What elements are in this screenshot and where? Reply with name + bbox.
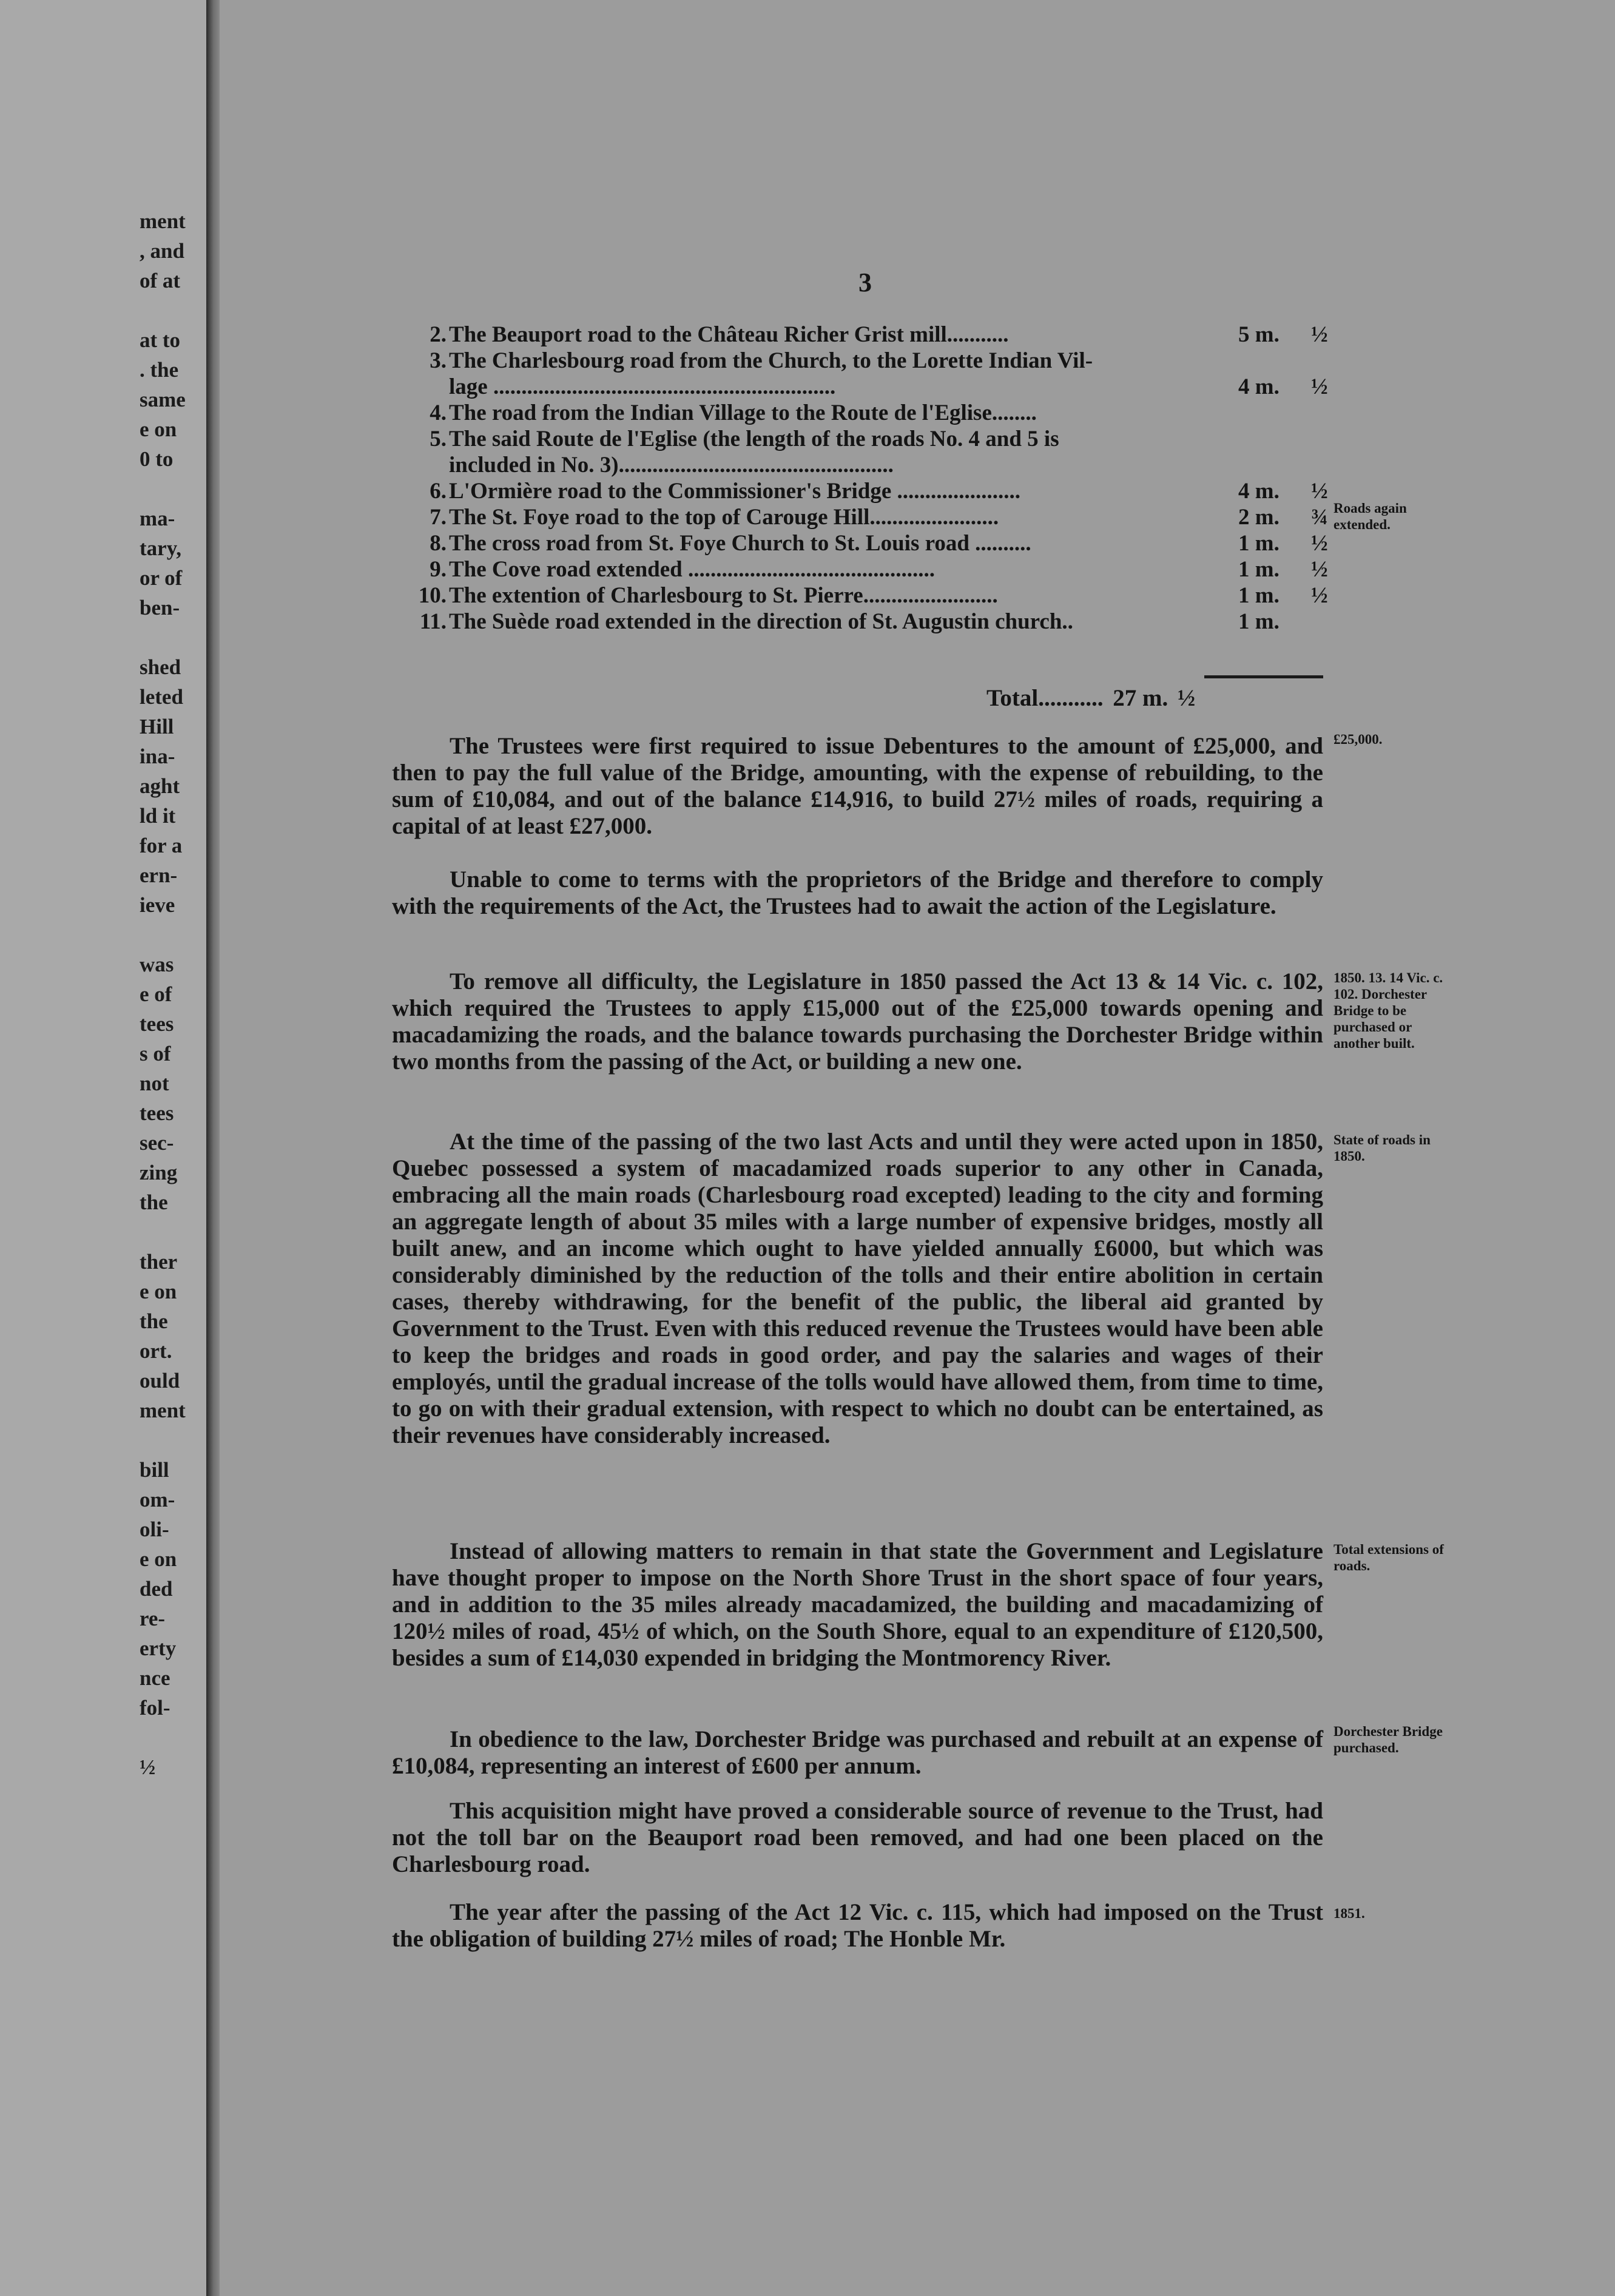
facing-page-line: aght [140, 774, 180, 798]
road-dist: 4 m. [1238, 479, 1280, 504]
road-desc: The said Route de l'Eglise (the length of the roads No. 4 and 5 is [449, 427, 1059, 451]
facing-page-line: e of [140, 982, 172, 1006]
road-desc: The cross road from St. Foye Church to St. Louis road .......... [449, 531, 1031, 556]
road-frac: ½ [1311, 374, 1328, 399]
facing-page-line: sec- [140, 1131, 174, 1155]
road-dist: 1 m. [1238, 531, 1280, 556]
road-desc: L'Ormière road to the Commissioner's Bridge ...................... [449, 479, 1021, 504]
paragraph-legislature-1850: To remove all difficulty, the Legislature in 1850 passed the Act 13 & 14 Vic. c. 102, which required the Trustees to apply £15,000 out of the £25,000 towards opening and macadamizing the roads, and the balance towards purchasing the Dorchester Bridge within two months from the passing of the Act, or building a new one. [392, 968, 1323, 1075]
margin-note-dorchester: Dorchester Bridge purchased. [1333, 1724, 1443, 1755]
total-label: Total........... [986, 685, 1104, 711]
facing-page-line [140, 1217, 206, 1247]
road-desc: lage ............................................................. [449, 374, 836, 399]
facing-page-line: same [140, 388, 186, 411]
road-dist: 1 m. [1238, 557, 1280, 582]
page-number: 3 [858, 268, 872, 297]
facing-page-line [140, 474, 206, 504]
facing-page-line: not [140, 1072, 169, 1095]
road-row [410, 348, 1320, 374]
road-frac: ½ [1311, 322, 1328, 347]
facing-page-text [140, 206, 206, 1782]
paragraph-1851: The year after the passing of the Act 12 Vic. c. 115, which had imposed on the Trust the obligation of building 27½ miles of road; The Honble Mr. [392, 1899, 1323, 1952]
road-row [410, 400, 1320, 426]
road-row [410, 478, 1328, 504]
road-list [410, 322, 1328, 635]
road-desc: The Charlesbourg road from the Church, to the Lorette Indian Vil- [449, 348, 1093, 373]
facing-page-line: e on [140, 1280, 177, 1303]
road-num: 11. [419, 609, 447, 634]
road-dist: 5 m. [1238, 322, 1280, 347]
facing-page-line: ld it [140, 804, 176, 828]
paragraph-total-extensions: Instead of allowing matters to remain in that state the Government and Legislature have thought proper to impose on the North Shore Trust in the short space of four years, and in addition to the 35 miles already macadamized, the building and macadamizing of 120½ miles of road, 45½ of which, on the South Shore, equal to an expenditure of £120,500, besides a sum of £14,030 expended in bridging the Montmorency River. [392, 1538, 1323, 1671]
facing-page-line: fol- [140, 1696, 170, 1720]
facing-page-line: re- [140, 1607, 166, 1630]
facing-page-line: ina- [140, 745, 175, 768]
road-num: 8. [430, 531, 447, 556]
facing-page-line: e on [140, 417, 177, 441]
road-num: 10. [418, 583, 447, 608]
total-rule [1204, 675, 1323, 678]
road-row [410, 609, 1320, 635]
total-line [983, 684, 1195, 712]
facing-page-line: 0 to [140, 447, 174, 471]
facing-page-line: ment [140, 209, 186, 233]
facing-page-line: at to [140, 328, 181, 352]
facing-page-line: leted [140, 685, 183, 709]
facing-page-line [140, 1425, 206, 1455]
margin-note-roads-again: Roads again extended. [1333, 501, 1407, 532]
paragraph-dorchester: In obedience to the law, Dorchester Bridge was purchased and rebuilt at an expense of £10,084, representing an interest of £600 per annum. [392, 1726, 1323, 1779]
facing-page-line: the [140, 1190, 168, 1214]
facing-page-line: ma- [140, 507, 175, 530]
facing-page-line: erty [140, 1636, 177, 1660]
road-desc: The Suède road extended in the direction of St. Augustin church.. [449, 609, 1073, 634]
facing-page-line: ment [140, 1399, 186, 1422]
facing-page-line: om- [140, 1488, 175, 1511]
road-dist: 2 m. [1238, 505, 1280, 530]
facing-page-line: Hill [140, 715, 174, 738]
paragraph-acquisition: This acquisition might have proved a considerable source of revenue to the Trust, had not the toll bar on the Beauport road been removed, and had one been placed on the Charlesbourg road. [392, 1798, 1323, 1877]
facing-page-line: . the [140, 358, 179, 382]
facing-page-line: , and [140, 239, 184, 263]
road-row [410, 530, 1328, 556]
road-num: 3. [430, 348, 447, 373]
road-desc: The St. Foye road to the top of Carouge Hill....................... [449, 505, 999, 530]
total-fraction: ½ [1178, 685, 1196, 711]
facing-page-line [140, 623, 206, 652]
road-frac: ½ [1311, 479, 1328, 504]
road-row [410, 556, 1328, 582]
facing-page-line: ther [140, 1250, 178, 1274]
road-num: 2. [430, 322, 447, 347]
facing-page-line: of at [140, 269, 181, 292]
facing-page-line: for a [140, 834, 183, 857]
road-row [410, 426, 1320, 452]
margin-note-1851: 1851. [1333, 1906, 1365, 1921]
road-dist: 4 m. [1238, 374, 1280, 399]
road-num: 4. [430, 400, 447, 425]
facing-page-line [140, 920, 206, 950]
road-row [410, 582, 1328, 609]
facing-page-line: tary, [140, 536, 182, 560]
facing-page-line: tees [140, 1012, 174, 1036]
facing-page-line: ½ [140, 1755, 156, 1779]
facing-page-line: ern- [140, 863, 178, 887]
road-frac: ½ [1311, 531, 1328, 556]
road-frac: ½ [1311, 557, 1328, 582]
book-gutter [206, 0, 221, 2296]
road-desc: The extention of Charlesbourg to St. Pierre........................ [449, 583, 998, 608]
facing-page-line: tees [140, 1101, 174, 1125]
paragraph-debentures: The Trustees were first required to issue Debentures to the amount of £25,000, and then to pay the full value of the Bridge, amounting, with the expense of rebuilding, to the sum of £10,084, and out of the balance £14,916, to build 27½ miles of roads, requiring a capital of at least £27,000. [392, 733, 1323, 839]
margin-note-act-1850: 1850. 13. 14 Vic. c. 102. Dorchester Bridge to be purchased or another built. [1333, 970, 1443, 1051]
facing-page-line: nce [140, 1666, 170, 1690]
facing-page-line: ieve [140, 893, 175, 917]
facing-page-line: e on [140, 1547, 177, 1571]
facing-page-line: zing [140, 1161, 178, 1184]
facing-page-line: shed [140, 655, 181, 679]
road-frac: ¾ [1311, 505, 1328, 530]
road-desc: The Beauport road to the Château Richer Grist mill........... [449, 322, 1009, 347]
paragraph-state-of-roads: At the time of the passing of the two last Acts and until they were acted upon in 1850, Quebec possessed a system of macadamized roads superior to any other in Canada, embracing all the main roads (Charlesbourg road excepted) leading to the city and forming an aggregate length of about 35 miles with a large number of expensive bridges, mostly all built anew, and an income which ought to have yielded annually £6000, but which was considerably diminished by the reduction of the tolls and their entire abolition in certain cases, thereby withdrawing, for the benefit of the public, the liberal aid granted by Government to the Trust. Even with this reduced revenue the Trustees would have been able to keep the bridges and roads in good order, and pay the salaries and wages of their employés, until the gradual increase of the tolls would have allowed them, from time to time, to go on with their gradual extension, with respect to which no doubt can be entertained, as their revenues have considerably increased. [392, 1129, 1323, 1448]
facing-page-line: ded [140, 1577, 173, 1601]
road-desc: included in No. 3)................................................. [449, 453, 894, 478]
facing-page-line: ould [140, 1369, 180, 1393]
road-row [410, 504, 1328, 530]
total-distance: 27 m. [1113, 685, 1168, 711]
road-row [410, 374, 1328, 400]
facing-page-line: ben- [140, 596, 180, 620]
margin-note-amount: £25,000. [1333, 732, 1383, 747]
facing-page-line [140, 295, 206, 325]
facing-page-line: or of [140, 566, 183, 590]
paragraph-unable: Unable to come to terms with the proprietors of the Bridge and therefore to comply with the requirements of the Act, the Trustees had to await the action of the Legislature. [392, 866, 1323, 919]
road-num: 9. [430, 557, 447, 582]
facing-page-line: bill [140, 1458, 169, 1482]
facing-page [0, 0, 206, 2296]
facing-page-line: oli- [140, 1518, 169, 1541]
facing-page-line: s of [140, 1042, 171, 1065]
road-desc: The Cove road extended ............................................ [449, 557, 935, 582]
road-desc: The road from the Indian Village to the Route de l'Eglise........ [449, 400, 1037, 425]
road-dist: 1 m. [1238, 583, 1280, 608]
facing-page-line: ort. [140, 1339, 172, 1363]
facing-page-line: the [140, 1309, 168, 1333]
facing-page-line [140, 1723, 206, 1752]
margin-note-state-of-roads: State of roads in 1850. [1333, 1132, 1431, 1164]
road-row [410, 452, 1320, 478]
road-row [410, 322, 1328, 348]
road-num: 6. [430, 479, 447, 504]
road-dist: 1 m. [1238, 609, 1280, 634]
road-frac: ½ [1311, 583, 1328, 608]
road-num: 5. [430, 427, 447, 451]
road-num: 7. [430, 505, 447, 530]
facing-page-line: was [140, 953, 174, 976]
margin-note-total-extensions: Total extensions of roads. [1333, 1542, 1444, 1573]
